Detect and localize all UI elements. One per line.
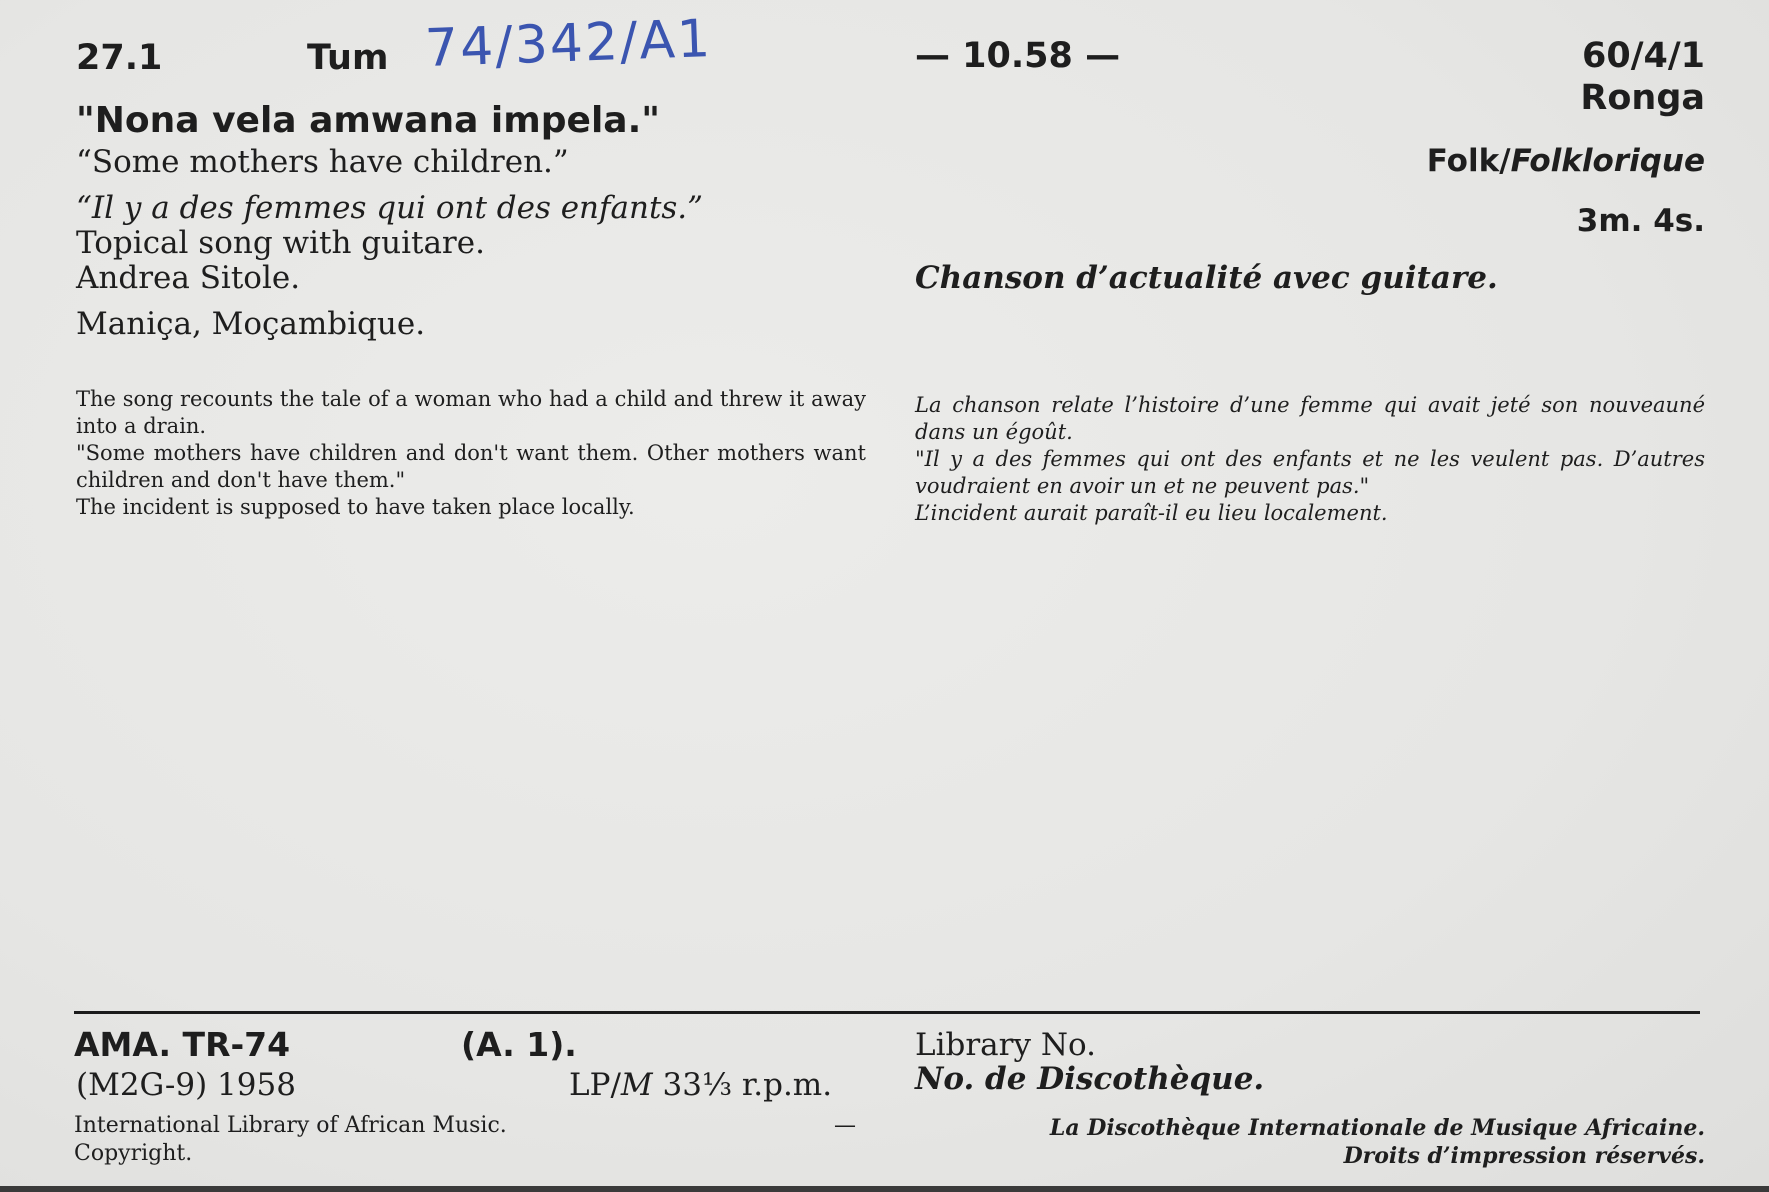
location: Maniça, Moçambique. — [76, 306, 426, 342]
track-number: 27.1 — [76, 38, 163, 78]
note-french-3: L’incident aurait paraît-il eu lieu localement. — [915, 501, 1388, 525]
publisher-french: La Discothèque Internationale de Musique Africaine. — [1049, 1115, 1705, 1141]
footer-rule — [74, 1011, 1700, 1014]
genre-french: Folklorique — [1510, 143, 1705, 179]
copyright-french: Droits d’impression réservés. — [1343, 1143, 1705, 1169]
card-bottom-edge — [0, 1186, 1769, 1192]
notes-french — [915, 392, 1705, 527]
format-speed: 33⅓ r.p.m. — [662, 1067, 833, 1103]
performer: Andrea Sitole. — [76, 260, 301, 296]
song-title: "Nona vela amwana impela." — [76, 100, 661, 141]
title-english: “Some mothers have children.” — [76, 144, 569, 180]
note-french-2: "Il y a des femmes qui ont des enfants et ne les veulent pas. D’autres voudraient en avoir un et ne peuvent pas." — [915, 447, 1705, 498]
record-side: (A. 1). — [461, 1025, 577, 1064]
note-english-3: The incident is supposed to have taken place locally. — [76, 495, 635, 519]
description-french: Chanson d’actualité avec guitare. — [915, 260, 1498, 296]
note-english-1: The song recounts the tale of a woman who had a child and threw it away into a drain. — [76, 387, 866, 438]
note-french-1: La chanson relate l’histoire d’une femme qui avait jeté son nouveauné dans un égoût. — [915, 393, 1705, 444]
genre-english: Folk/ — [1426, 143, 1511, 179]
format-m: M — [620, 1067, 653, 1103]
note-english-2: "Some mothers have children and don't want them. Other mothers want children and don't have them." — [76, 441, 866, 492]
duration: 3m. 4s. — [1576, 203, 1705, 239]
catalog-number: 60/4/1 — [1582, 36, 1705, 76]
language-label: Ronga — [1580, 78, 1705, 118]
tum-label: Tum — [307, 38, 389, 78]
record-format — [569, 1067, 832, 1103]
format-lp: LP/ — [569, 1067, 621, 1103]
record-number: AMA. TR-74 — [74, 1025, 291, 1064]
handwritten-reference: 74/342/A1 — [424, 9, 714, 79]
matrix-year: (M2G-9) 1958 — [76, 1067, 296, 1103]
copyright-english: Copyright. — [74, 1141, 193, 1166]
publisher-english: International Library of African Music. — [74, 1113, 507, 1138]
genre — [1427, 143, 1705, 179]
notes-english — [76, 386, 866, 521]
library-number-label: Library No. — [915, 1027, 1096, 1063]
speed-label: — 10.58 — — [915, 36, 1121, 76]
title-french: “Il y a des femmes qui ont des enfants.” — [76, 190, 704, 226]
library-number-label-french: No. de Discothèque. — [915, 1061, 1265, 1097]
footer-dash: — — [834, 1113, 856, 1138]
song-description: Topical song with guitare. — [76, 225, 485, 261]
